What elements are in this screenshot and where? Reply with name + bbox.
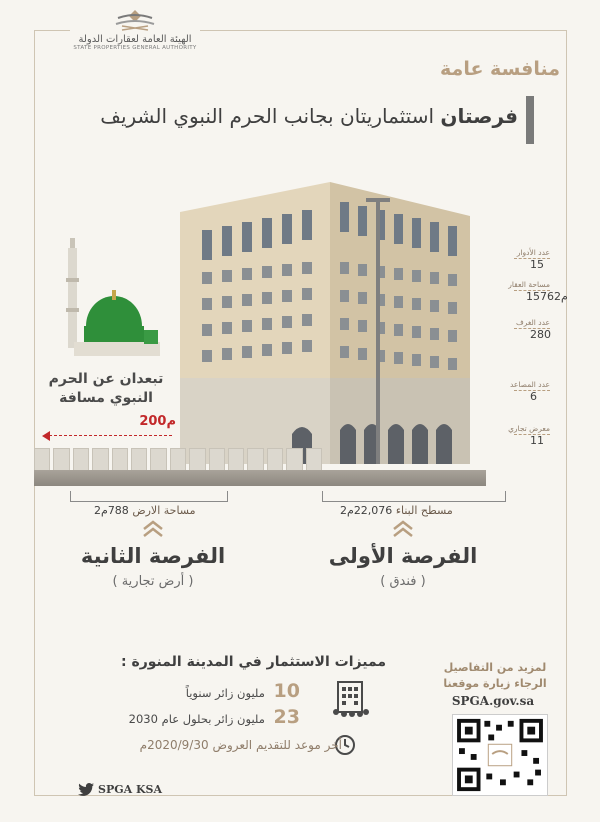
chevron-up-icon bbox=[142, 520, 164, 538]
stat-elevators: عدد المصاعد 6 bbox=[509, 380, 550, 403]
logo-name-ar: الهيئة العامة لعقارات الدولة bbox=[78, 34, 192, 45]
headline bbox=[100, 104, 518, 128]
headline-strong: فرصتان bbox=[440, 104, 518, 128]
authority-logo bbox=[70, 8, 200, 70]
website-link[interactable]: SPGA.gov.sa bbox=[451, 694, 535, 708]
advantages-title: مميزات الاستثمار في المدينة المنورة : bbox=[120, 654, 386, 670]
opportunity-1-bracket bbox=[322, 491, 506, 502]
opportunity-2-area: مساحة الارض 788م2 bbox=[94, 504, 196, 517]
advantage-row-1: 10 مليون زائر سنوياً bbox=[185, 680, 300, 702]
opportunity-2-title: الفرصة الثانية bbox=[80, 544, 226, 568]
stat-floors: عدد الأدوار 15 bbox=[470, 248, 550, 272]
opportunity-1-title: الفرصة الأولى bbox=[328, 544, 478, 568]
stat-rooms: عدد الغرف 280 bbox=[515, 318, 551, 341]
opportunity-1-area: مسطح البناء 22,076م2 bbox=[340, 504, 453, 517]
distance-title: تبعدان عن الحرم النبوي مسافة bbox=[48, 371, 164, 406]
green-dome-mosque-image bbox=[64, 238, 160, 356]
palm-swords-emblem-icon bbox=[108, 8, 162, 32]
boundary-wall bbox=[34, 448, 322, 472]
opportunity-1-type: ( فندق ) bbox=[380, 574, 426, 589]
stat-area: مساحة العقار 1576م2 bbox=[508, 280, 568, 303]
opportunity-2-type: ( أرض تجارية ) bbox=[112, 574, 194, 589]
street bbox=[34, 470, 486, 486]
distance-value: 200م bbox=[139, 414, 176, 429]
logo-name-en: STATE PROPERTIES GENERAL AUTHORITY bbox=[73, 45, 197, 51]
tender-label: منافسة عامة bbox=[440, 58, 560, 80]
social-handle[interactable]: SPGA KSA bbox=[78, 783, 162, 796]
opportunity-2-bracket bbox=[70, 491, 228, 502]
advantage-row-2: 23 مليون زائر بحلول عام 2030 bbox=[128, 706, 300, 728]
twitter-bird-icon bbox=[78, 783, 94, 796]
deadline: أخر موعد للتقديم العروض 2020/9/30م bbox=[139, 738, 342, 752]
headline-accent-bar bbox=[526, 96, 534, 144]
chevron-up-icon bbox=[392, 520, 414, 538]
headline-rest: استثماريتان بجانب الحرم النبوي الشريف bbox=[100, 104, 435, 128]
building-visitors-icon bbox=[330, 680, 370, 720]
distance-arrow bbox=[44, 435, 172, 436]
stat-shops: معرض تجاري 11 bbox=[508, 424, 550, 447]
more-info-text: لمزيد من التفاصيل الرجاء زيارة موقعنا bbox=[443, 661, 547, 690]
hotel-building-image bbox=[180, 172, 480, 464]
qr-code-icon[interactable] bbox=[452, 714, 548, 796]
